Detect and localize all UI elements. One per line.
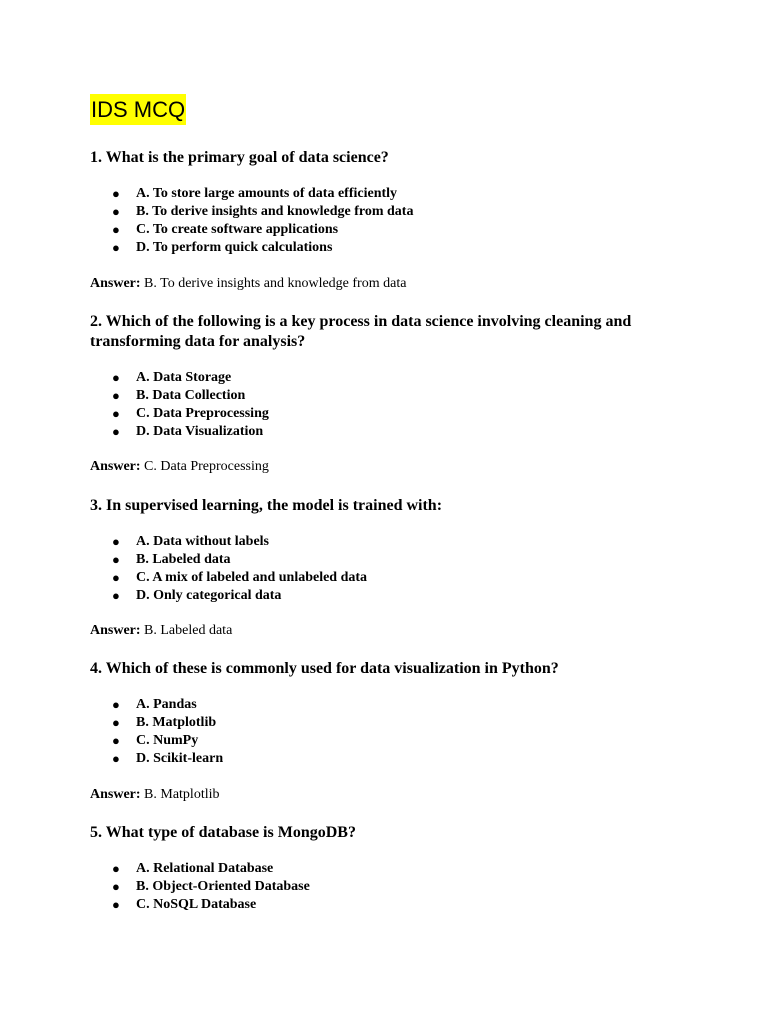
answer-label: Answer: xyxy=(90,276,141,291)
answer-3 xyxy=(90,622,232,640)
bullet-icon: ● xyxy=(112,751,120,766)
question-4: 4. Which of these is commonly used for data visualization in Python? xyxy=(90,660,559,677)
bullet-icon: ● xyxy=(112,715,120,730)
option-4a xyxy=(112,696,223,714)
bullet-icon: ● xyxy=(112,861,120,876)
option-text: D. Scikit-learn xyxy=(136,751,224,766)
answer-text: B. Labeled data xyxy=(144,623,233,638)
bullet-icon: ● xyxy=(112,879,120,894)
bullet-icon: ● xyxy=(112,204,120,219)
question-1: 1. What is the primary goal of data science? xyxy=(90,149,389,166)
option-text: D. Data Visualization xyxy=(136,424,264,439)
option-3a xyxy=(112,533,367,551)
option-1b xyxy=(112,203,413,221)
answer-2 xyxy=(90,458,269,476)
answer-label: Answer: xyxy=(90,623,141,638)
option-4c xyxy=(112,732,223,750)
option-text: D. Only categorical data xyxy=(136,588,282,603)
bullet-icon: ● xyxy=(112,406,120,421)
answer-text: B. To derive insights and knowledge from data xyxy=(144,276,407,291)
option-text: B. Object-Oriented Database xyxy=(136,879,310,894)
bullet-icon: ● xyxy=(112,370,120,385)
option-text: B. To derive insights and knowledge from data xyxy=(136,204,414,219)
answer-label: Answer: xyxy=(90,459,141,474)
option-2d xyxy=(112,423,269,441)
option-text: A. Data without labels xyxy=(136,534,270,549)
question-5: 5. What type of database is MongoDB? xyxy=(90,824,356,841)
option-4d xyxy=(112,750,223,768)
option-2b xyxy=(112,387,269,405)
option-text: C. NoSQL Database xyxy=(136,897,257,912)
question-2: 2. Which of the following is a key process in data science involving cleaning and transforming data for analysis? xyxy=(90,313,632,350)
option-text: C. NumPy xyxy=(136,733,199,748)
option-2c xyxy=(112,405,269,423)
bullet-icon: ● xyxy=(112,897,120,912)
document-title: IDS MCQ xyxy=(90,94,186,125)
bullet-icon: ● xyxy=(112,534,120,549)
option-text: B. Data Collection xyxy=(136,388,246,403)
option-text: A. Data Storage xyxy=(136,370,232,385)
document-title-wrap xyxy=(90,94,186,125)
bullet-icon: ● xyxy=(112,240,120,255)
option-1a xyxy=(112,185,413,203)
bullet-icon: ● xyxy=(112,222,120,237)
options-list-1 xyxy=(112,185,413,257)
question-3: 3. In supervised learning, the model is trained with: xyxy=(90,497,443,514)
option-text: A. Pandas xyxy=(136,697,197,712)
options-list-4 xyxy=(112,696,223,768)
answer-label: Answer: xyxy=(90,787,141,802)
option-text: D. To perform quick calculations xyxy=(136,240,333,255)
bullet-icon: ● xyxy=(112,186,120,201)
options-list-3 xyxy=(112,533,367,605)
option-4b xyxy=(112,714,223,732)
option-text: A. To store large amounts of data efficiently xyxy=(136,186,398,201)
option-2a xyxy=(112,369,269,387)
option-text: C. Data Preprocessing xyxy=(136,406,269,421)
option-3c xyxy=(112,569,367,587)
bullet-icon: ● xyxy=(112,552,120,567)
bullet-icon: ● xyxy=(112,388,120,403)
option-1d xyxy=(112,239,413,257)
option-text: B. Labeled data xyxy=(136,552,231,567)
option-3b xyxy=(112,551,367,569)
bullet-icon: ● xyxy=(112,588,120,603)
answer-1 xyxy=(90,275,406,293)
option-5c xyxy=(112,896,310,914)
answer-text: C. Data Preprocessing xyxy=(144,459,269,474)
bullet-icon: ● xyxy=(112,697,120,712)
answer-text: B. Matplotlib xyxy=(144,787,220,802)
options-list-2 xyxy=(112,369,269,441)
bullet-icon: ● xyxy=(112,424,120,439)
option-text: C. To create software applications xyxy=(136,222,339,237)
option-1c xyxy=(112,221,413,239)
options-list-5 xyxy=(112,860,310,914)
option-text: C. A mix of labeled and unlabeled data xyxy=(136,570,368,585)
option-5a xyxy=(112,860,310,878)
option-3d xyxy=(112,587,367,605)
answer-4 xyxy=(90,786,220,804)
bullet-icon: ● xyxy=(112,733,120,748)
option-text: A. Relational Database xyxy=(136,861,274,876)
option-text: B. Matplotlib xyxy=(136,715,217,730)
option-5b xyxy=(112,878,310,896)
bullet-icon: ● xyxy=(112,570,120,585)
